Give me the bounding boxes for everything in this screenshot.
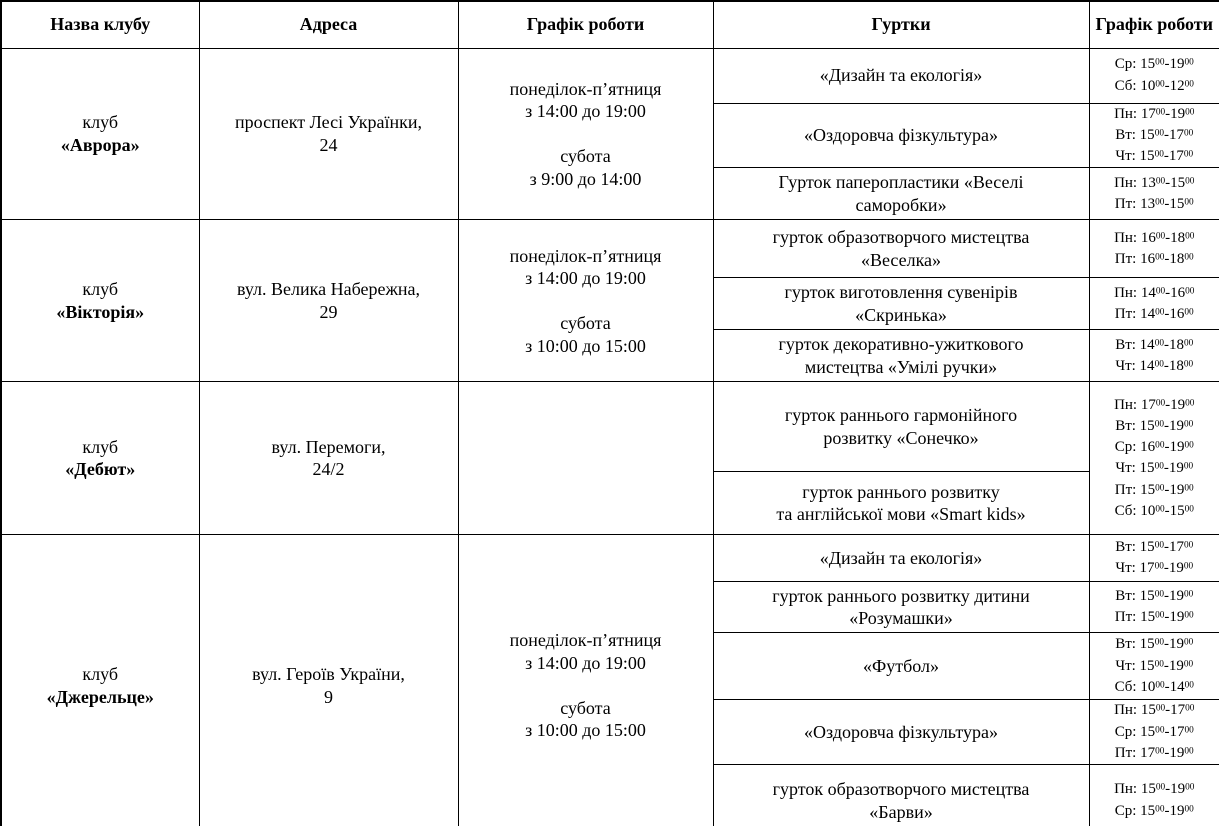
- schedule-line: Вт: $15^{00}-17^{00}$: [1115, 539, 1194, 556]
- club-label: клуб: [82, 279, 119, 300]
- schedule-line: Сб: $10^{00}-12^{00}$: [1114, 77, 1194, 94]
- group-schedule-cell: [1089, 633, 1219, 700]
- club-label: клуб: [82, 664, 119, 685]
- group-name-cell: [713, 48, 1089, 103]
- minutes-superscript: 00: [1185, 782, 1195, 793]
- schedule-line: Пт: $13^{00}-15^{00}$: [1114, 195, 1194, 212]
- group-name-cell: [713, 765, 1089, 826]
- minutes-superscript: 00: [1155, 176, 1166, 187]
- hours-line: з 10:00 до 15:00: [525, 335, 646, 356]
- minutes-superscript: 00: [1155, 703, 1166, 714]
- minutes-superscript: 00: [1184, 725, 1194, 736]
- minutes-superscript: 00: [1184, 252, 1194, 263]
- col-header-group-schedule: Графік роботи: [1089, 1, 1219, 48]
- schedule-line: Пн: $15^{00}-17^{00}$: [1114, 702, 1195, 719]
- group-title-line: «Оздоровча фізкультура»: [804, 722, 998, 743]
- minutes-superscript: 00: [1184, 197, 1194, 208]
- schedule-line: Чт: $15^{00}-19^{00}$: [1115, 460, 1194, 477]
- minutes-superscript: 00: [1184, 57, 1194, 68]
- group-schedule-cell: [1089, 220, 1219, 278]
- minutes-superscript: 00: [1155, 231, 1166, 242]
- group-schedule-cell: [1089, 582, 1219, 633]
- hours-line: понеділок-п’ятниця: [509, 630, 662, 651]
- hours-line: [462, 290, 710, 313]
- hours-line: понеділок-п’ятниця: [509, 245, 662, 266]
- schedule-line: Чт: $15^{00}-19^{00}$: [1115, 657, 1194, 674]
- schedule-line: Пт: $14^{00}-16^{00}$: [1114, 305, 1194, 322]
- club-hours-cell: [458, 535, 713, 826]
- address-line: вул. Велика Набережна,: [236, 279, 421, 300]
- minutes-superscript: 00: [1184, 746, 1194, 757]
- schedule-line: Ср: $15^{00}-17^{00}$: [1114, 723, 1194, 740]
- group-title-line: гурток раннього розвитку: [802, 481, 1000, 502]
- header-row: [1, 1, 1219, 48]
- schedule-line: Пн: $13^{00}-15^{00}$: [1114, 174, 1195, 191]
- group-title-line: «Дизайн та екологія»: [819, 548, 983, 569]
- group-name-cell: [713, 330, 1089, 382]
- club-name-cell: [1, 535, 199, 826]
- minutes-superscript: 00: [1155, 483, 1165, 494]
- table-body: [1, 48, 1219, 826]
- minutes-superscript: 00: [1183, 338, 1194, 349]
- group-schedule-cell: [1089, 535, 1219, 582]
- group-title-line: саморобки»: [855, 194, 947, 215]
- group-schedule-cell: [1089, 765, 1219, 826]
- minutes-superscript: 00: [1155, 307, 1165, 318]
- schedule-line: Пт: $17^{00}-19^{00}$: [1114, 744, 1194, 761]
- minutes-superscript: 00: [1184, 504, 1194, 515]
- hours-line: з 10:00 до 15:00: [525, 720, 646, 741]
- minutes-superscript: 00: [1154, 461, 1164, 472]
- schedule-line: Ср: $16^{00}-19^{00}$: [1114, 439, 1194, 456]
- table-row: [1, 535, 1219, 582]
- minutes-superscript: 00: [1154, 637, 1164, 648]
- group-title-line: розвитку «Сонечко»: [823, 427, 979, 448]
- minutes-superscript: 00: [1184, 307, 1194, 318]
- minutes-superscript: 00: [1184, 610, 1194, 621]
- hours-line: понеділок-п’ятниця: [509, 78, 662, 99]
- minutes-superscript: 00: [1183, 637, 1194, 648]
- minutes-superscript: 00: [1155, 57, 1165, 68]
- schedule-line: Пт: $15^{00}-19^{00}$: [1114, 609, 1194, 626]
- col-header-club-name: Назва клубу: [1, 1, 199, 48]
- group-title-line: «Веселка»: [860, 249, 942, 270]
- address-line: 24/2: [312, 459, 345, 480]
- minutes-superscript: 00: [1185, 176, 1195, 187]
- hours-line: субота: [560, 313, 611, 334]
- table-row: [1, 220, 1219, 278]
- group-title-line: гурток раннього розвитку дитини: [772, 585, 1030, 606]
- table-row: [1, 382, 1219, 472]
- schedule-line: Вт: $15^{00}-19^{00}$: [1115, 417, 1194, 434]
- address-line: 29: [319, 301, 338, 322]
- minutes-superscript: 00: [1184, 483, 1194, 494]
- col-header-address: Адреса: [199, 1, 458, 48]
- minutes-superscript: 00: [1155, 680, 1165, 691]
- group-schedule-cell: [1089, 278, 1219, 330]
- address-line: 9: [324, 686, 333, 707]
- schedule-line: Пн: $17^{00}-19^{00}$: [1114, 396, 1195, 413]
- group-title-line: «Барви»: [869, 801, 933, 822]
- minutes-superscript: 00: [1155, 804, 1165, 814]
- minutes-superscript: 00: [1154, 338, 1164, 349]
- club-address-cell: [199, 48, 458, 220]
- minutes-superscript: 00: [1155, 782, 1166, 793]
- schedule-line: Сб: $10^{00}-15^{00}$: [1114, 502, 1194, 519]
- group-name-cell: [713, 168, 1089, 220]
- club-hours-cell: [458, 48, 713, 220]
- group-title-line: «Футбол»: [863, 656, 939, 677]
- hours-line: з 9:00 до 14:00: [529, 168, 642, 189]
- hours-line: субота: [560, 697, 611, 718]
- minutes-superscript: 00: [1184, 78, 1194, 89]
- club-hours-cell: [458, 220, 713, 382]
- col-header-work-schedule: Графік роботи: [458, 1, 713, 48]
- minutes-superscript: 00: [1183, 561, 1194, 572]
- group-title-line: гурток виготовлення сувенірів: [784, 282, 1018, 303]
- minutes-superscript: 00: [1155, 725, 1165, 736]
- schedule-line: Вт: $15^{00}-19^{00}$: [1115, 636, 1194, 653]
- group-name-cell: [713, 472, 1089, 535]
- group-title-line: «Дизайн та екологія»: [819, 65, 983, 86]
- minutes-superscript: 00: [1185, 286, 1195, 297]
- schedule-line: Вт: $15^{00}-19^{00}$: [1115, 588, 1194, 605]
- hours-line: з 14:00 до 19:00: [525, 268, 646, 289]
- group-schedule-cell: [1089, 168, 1219, 220]
- group-name-cell: [713, 103, 1089, 168]
- schedule-line: Пн: $14^{00}-16^{00}$: [1114, 284, 1195, 301]
- minutes-superscript: 00: [1183, 359, 1194, 370]
- group-title-line: «Оздоровча фізкультура»: [804, 125, 998, 146]
- group-title-line: гурток образотворчого мистецтва: [772, 227, 1030, 248]
- group-name-cell: [713, 278, 1089, 330]
- schedule-line: Вт: $14^{00}-18^{00}$: [1115, 336, 1194, 353]
- minutes-superscript: 00: [1185, 106, 1195, 117]
- schedule-line: Вт: $15^{00}-17^{00}$: [1115, 126, 1194, 143]
- minutes-superscript: 00: [1154, 589, 1164, 600]
- schedule-line: Ср: $15^{00}-19^{00}$: [1114, 56, 1194, 73]
- group-schedule-cell: [1089, 382, 1219, 535]
- schedule-line: Сб: $10^{00}-14^{00}$: [1114, 679, 1194, 696]
- group-title-line: гурток декоративно-ужиткового: [778, 334, 1024, 355]
- minutes-superscript: 00: [1154, 128, 1164, 139]
- group-title-line: «Скринька»: [855, 304, 947, 325]
- club-name: «Вікторія»: [56, 301, 145, 322]
- hours-line: субота: [560, 146, 611, 167]
- minutes-superscript: 00: [1154, 540, 1164, 551]
- group-schedule-cell: [1089, 48, 1219, 103]
- minutes-superscript: 00: [1154, 561, 1164, 572]
- group-title-line: та англійської мови «Smart kids»: [776, 504, 1026, 525]
- schedule-line: Пт: $16^{00}-18^{00}$: [1114, 250, 1194, 267]
- minutes-superscript: 00: [1184, 804, 1194, 814]
- minutes-superscript: 00: [1154, 419, 1164, 430]
- group-name-cell: [713, 633, 1089, 700]
- table-header: [1, 1, 1219, 48]
- club-name-cell: [1, 382, 199, 535]
- minutes-superscript: 00: [1183, 540, 1194, 551]
- minutes-superscript: 00: [1183, 659, 1194, 670]
- address-line: вул. Перемоги,: [271, 436, 386, 457]
- minutes-superscript: 00: [1155, 197, 1165, 208]
- minutes-superscript: 00: [1155, 746, 1165, 757]
- schedule-line: Пт: $15^{00}-19^{00}$: [1114, 481, 1194, 498]
- minutes-superscript: 00: [1155, 252, 1165, 263]
- club-address-cell: [199, 535, 458, 826]
- group-title-line: «Розумашки»: [849, 608, 953, 629]
- minutes-superscript: 00: [1154, 659, 1164, 670]
- group-name-cell: [713, 535, 1089, 582]
- minutes-superscript: 00: [1185, 231, 1195, 242]
- minutes-superscript: 00: [1155, 610, 1165, 621]
- minutes-superscript: 00: [1154, 359, 1164, 370]
- club-address-cell: [199, 220, 458, 382]
- minutes-superscript: 00: [1154, 149, 1164, 160]
- minutes-superscript: 00: [1155, 286, 1166, 297]
- hours-line: з 14:00 до 19:00: [525, 652, 646, 673]
- schedule-line: Ср: $15^{00}-19^{00}$: [1114, 802, 1194, 819]
- minutes-superscript: 00: [1155, 397, 1166, 408]
- minutes-superscript: 00: [1185, 397, 1195, 408]
- schedule-line: Пн: $15^{00}-19^{00}$: [1114, 781, 1195, 798]
- club-name: «Аврора»: [60, 134, 140, 155]
- schedule-line: Чт: $15^{00}-17^{00}$: [1115, 148, 1194, 165]
- group-title-line: мистецтва «Умілі ручки»: [804, 356, 998, 377]
- hours-line: [462, 674, 710, 697]
- hours-line: [462, 123, 710, 146]
- group-title-line: гурток раннього гармонійного: [784, 405, 1018, 426]
- club-label: клуб: [82, 436, 119, 457]
- hours-line: з 14:00 до 19:00: [525, 101, 646, 122]
- minutes-superscript: 00: [1155, 78, 1165, 89]
- address-line: проспект Лесі Українки,: [235, 112, 422, 133]
- club-name-cell: [1, 48, 199, 220]
- minutes-superscript: 00: [1183, 149, 1194, 160]
- club-label: клуб: [82, 112, 119, 133]
- club-name-cell: [1, 220, 199, 382]
- group-title-line: гурток образотворчого мистецтва: [772, 779, 1030, 800]
- minutes-superscript: 00: [1155, 504, 1165, 515]
- club-hours-cell: [458, 382, 713, 535]
- group-name-cell: [713, 582, 1089, 633]
- schedule-line: Пн: $16^{00}-18^{00}$: [1114, 229, 1195, 246]
- table-row: [1, 48, 1219, 103]
- group-schedule-cell: [1089, 330, 1219, 382]
- group-title-line: Гурток паперопластики «Веселі: [778, 172, 1024, 193]
- address-line: 24: [319, 134, 338, 155]
- minutes-superscript: 00: [1183, 589, 1194, 600]
- minutes-superscript: 00: [1183, 419, 1194, 430]
- address-line: вул. Героїв України,: [252, 664, 405, 685]
- group-name-cell: [713, 700, 1089, 765]
- group-name-cell: [713, 382, 1089, 472]
- minutes-superscript: 00: [1185, 703, 1195, 714]
- col-header-groups: Гуртки: [713, 1, 1089, 48]
- minutes-superscript: 00: [1155, 440, 1165, 451]
- minutes-superscript: 00: [1184, 680, 1194, 691]
- club-name: «Джерельце»: [46, 686, 154, 707]
- group-name-cell: [713, 220, 1089, 278]
- group-schedule-cell: [1089, 700, 1219, 765]
- schedule-line: Чт: $14^{00}-18^{00}$: [1115, 357, 1194, 374]
- group-schedule-cell: [1089, 103, 1219, 168]
- minutes-superscript: 00: [1183, 128, 1194, 139]
- schedule-line: Пн: $17^{00}-19^{00}$: [1114, 105, 1195, 122]
- schedule-line: Чт: $17^{00}-19^{00}$: [1115, 560, 1194, 577]
- minutes-superscript: 00: [1183, 461, 1194, 472]
- minutes-superscript: 00: [1184, 440, 1194, 451]
- minutes-superscript: 00: [1155, 106, 1166, 117]
- club-address-cell: [199, 382, 458, 535]
- club-name: «Дебют»: [65, 459, 136, 480]
